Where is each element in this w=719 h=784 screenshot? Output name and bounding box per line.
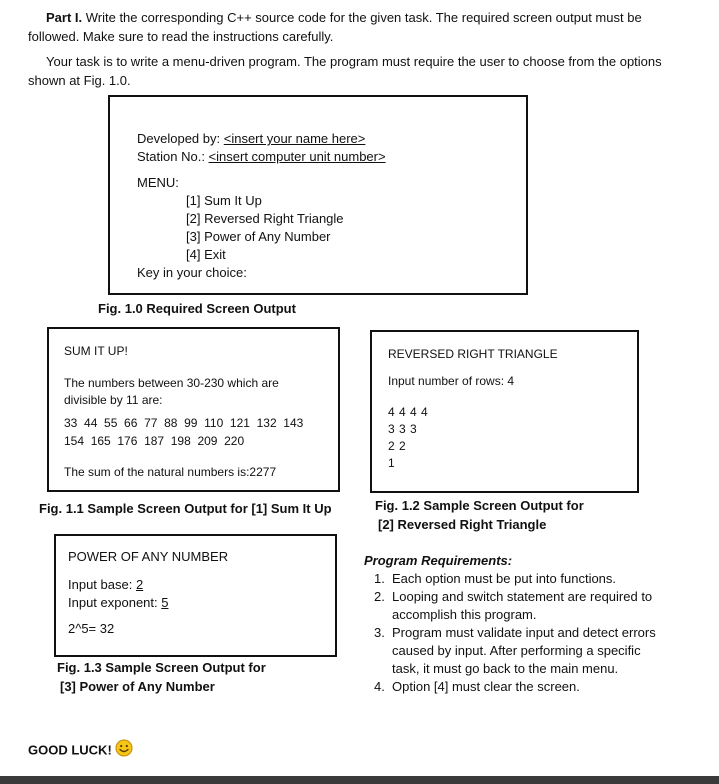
station-value: <insert computer unit number> <box>208 149 386 164</box>
requirement-item <box>374 588 664 624</box>
page-bottom-bar <box>0 776 719 784</box>
sum-line1: The numbers between 30-230 which are <box>64 376 279 390</box>
power-base-line <box>68 576 143 594</box>
requirement-number: 4. <box>374 679 385 694</box>
requirement-text: Program must validate input and detect errors caused by input. After performing a specific task, it must go back to the main menu. <box>392 625 656 676</box>
fig11-caption: Fig. 1.1 Sample Screen Output for [1] Sum It Up <box>39 501 332 516</box>
power-exp-value: 5 <box>161 595 169 610</box>
requirements-section <box>364 552 664 696</box>
developed-value: <insert your name here> <box>223 131 366 146</box>
power-exp-line <box>68 594 168 612</box>
station-line <box>137 148 386 166</box>
fig10-caption: Fig. 1.0 Required Screen Output <box>98 301 296 316</box>
triangle-row-2: 3 3 3 <box>388 422 418 436</box>
requirement-text: Looping and switch statement are required to accomplish this program. <box>392 589 653 622</box>
requirement-number: 3. <box>374 625 385 640</box>
fig13-caption-line1: Fig. 1.3 Sample Screen Output for <box>57 660 266 675</box>
power-base-value: 2 <box>135 577 144 592</box>
requirement-item <box>374 678 664 696</box>
smiley-icon <box>115 739 133 763</box>
task-paragraph <box>28 52 688 90</box>
triangle-row-4: 1 <box>388 456 395 470</box>
requirement-item <box>374 570 664 588</box>
fig12-caption-line1: Fig. 1.2 Sample Screen Output for <box>375 498 584 513</box>
power-result: 2^5= 32 <box>68 621 115 636</box>
developed-line <box>137 130 365 148</box>
sum-line2: divisible by 11 are: <box>64 393 163 407</box>
menu-option-2: [2] Reversed Right Triangle <box>186 211 344 226</box>
part-label: Part I. <box>46 10 83 25</box>
requirement-text: Each option must be put into functions. <box>392 571 617 586</box>
requirements-list <box>374 570 664 696</box>
requirement-number: 1. <box>374 571 385 586</box>
triangle-title: REVERSED RIGHT TRIANGLE <box>388 347 558 361</box>
sum-numbers2: 154 165 176 187 198 209 220 <box>64 434 245 448</box>
station-label: Station No.: <box>137 149 209 164</box>
choice-prompt: Key in your choice: <box>137 265 247 280</box>
fig11-box <box>47 327 340 492</box>
power-base-label: Input base: <box>68 577 136 592</box>
menu-option-4: [4] Exit <box>186 247 226 262</box>
developed-label: Developed by: <box>137 131 224 146</box>
fig13-box <box>54 534 337 657</box>
fig12-box <box>370 330 639 493</box>
fig13-caption-line2: [3] Power of Any Number <box>60 679 215 694</box>
task-text: Your task is to write a menu-driven program. The program must require the user to choose from the options shown at Fig. 1.0. <box>28 54 662 88</box>
power-exp-label: Input exponent: <box>68 595 162 610</box>
menu-label: MENU: <box>137 175 179 190</box>
requirement-text: Option [4] must clear the screen. <box>392 679 580 694</box>
part-text: Write the corresponding C++ source code for the given task. The required screen output must be followed. Make sure to read the instructions carefully. <box>28 10 642 44</box>
sum-numbers1: 33 44 55 66 77 88 99 110 121 132 143 <box>64 416 304 430</box>
requirements-title: Program Requirements: <box>364 553 513 568</box>
menu-option-3: [3] Power of Any Number <box>186 229 331 244</box>
triangle-row-3: 2 2 <box>388 439 407 453</box>
intro-paragraph <box>28 8 688 46</box>
requirement-number: 2. <box>374 589 385 604</box>
power-title: POWER OF ANY NUMBER <box>68 549 229 564</box>
fig12-caption-line2: [2] Reversed Right Triangle <box>378 517 547 532</box>
good-luck-text: GOOD LUCK! <box>28 742 112 758</box>
triangle-input: Input number of rows: 4 <box>388 374 515 388</box>
sum-title: SUM IT UP! <box>64 344 128 358</box>
fig10-box <box>108 95 528 295</box>
triangle-row-1: 4 4 4 4 <box>388 405 429 419</box>
menu-option-1: [1] Sum It Up <box>186 193 262 208</box>
sum-result: The sum of the natural numbers is:2277 <box>64 465 277 479</box>
requirement-item <box>374 624 664 678</box>
good-luck-line <box>28 739 133 763</box>
